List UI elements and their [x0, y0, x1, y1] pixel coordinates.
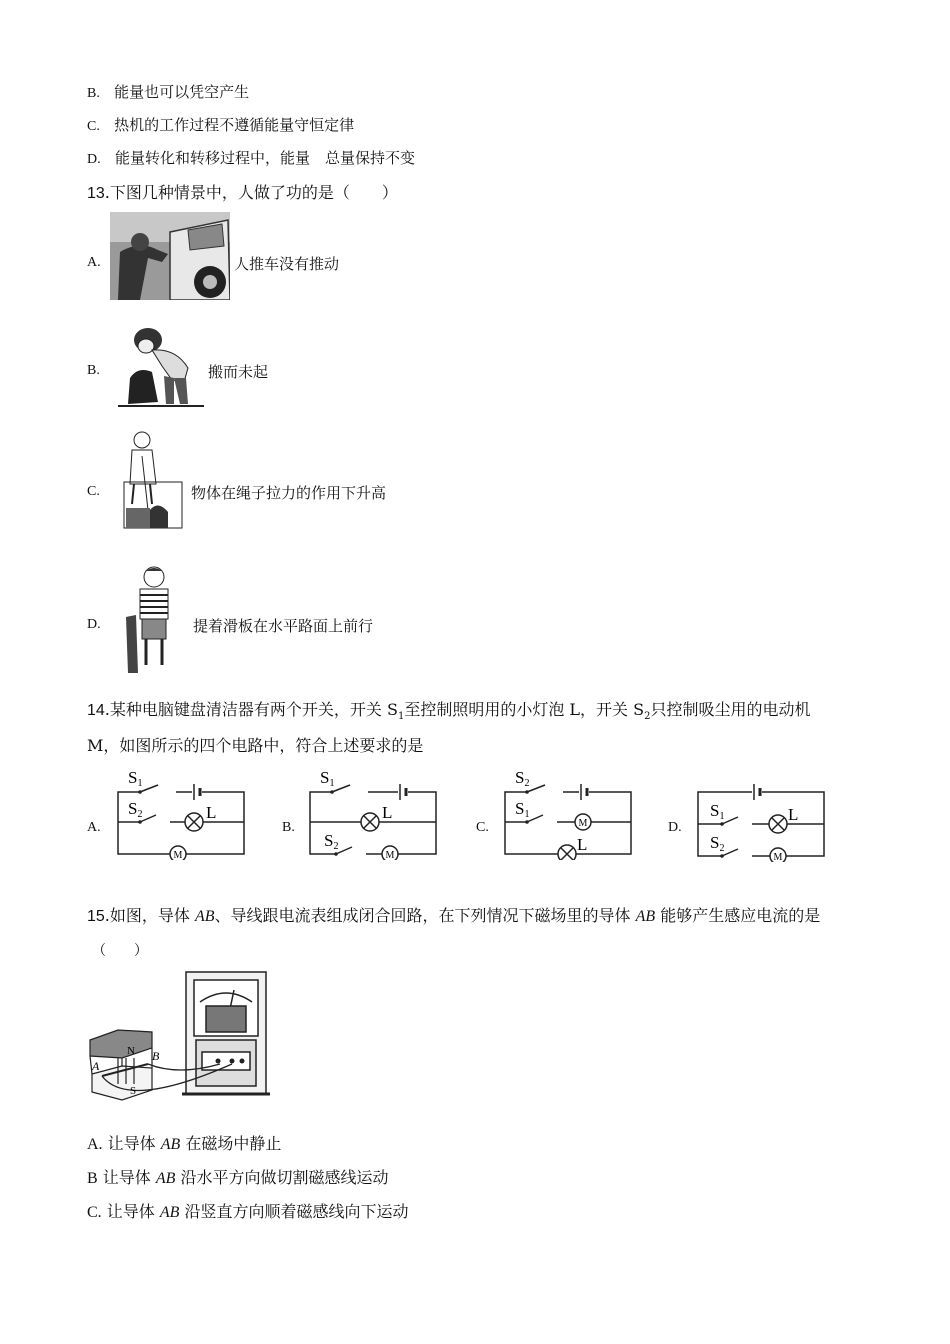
- point-b-label: B: [152, 1049, 160, 1063]
- q13-option-c-label: C.: [87, 484, 100, 499]
- q12-option-c: C. 热机的工作过程不遵循能量守恒定律: [87, 116, 355, 134]
- q12-option-c-text: 热机的工作过程不遵循能量守恒定律: [114, 116, 355, 134]
- circuit-b-label: B.: [282, 820, 295, 835]
- q13-option-c-text: 物体在绳子拉力的作用下升高: [191, 484, 387, 502]
- circuit-c-diagram: [497, 768, 637, 860]
- induction-apparatus-image: [88, 968, 274, 1108]
- q13-option-d-label: D.: [87, 617, 101, 632]
- switch-s2-label: S2: [710, 833, 725, 854]
- q13-option-a-text: 人推车没有推动: [234, 255, 340, 273]
- lamp-label: L: [577, 835, 588, 854]
- q12-option-d-text: 能量转化和转移过程中，能量 总量保持不变: [114, 149, 415, 167]
- q15-option-a: A. 让导体 AB 在磁场中静止: [87, 1134, 282, 1153]
- circuit-a-label: A.: [87, 820, 101, 835]
- q14-stem-line1: 14.某种电脑键盘清洁器有两个开关，开关 $S_1$至控制照明用的小灯泡 L，开关 $S_2$只控制吸尘用的电动机: [87, 700, 811, 723]
- motor-symbol: M: [385, 850, 395, 860]
- circuit-d-diagram: [690, 776, 830, 862]
- lamp-label: L: [788, 805, 799, 824]
- q13-option-b-label: B.: [87, 363, 100, 378]
- motor-symbol: M: [173, 850, 183, 860]
- circuit-d-label: D.: [668, 820, 682, 835]
- north-pole-label: N: [127, 1045, 135, 1057]
- switch-s2-label: S2: [128, 799, 143, 820]
- q12-option-b-text: 能量也可以凭空产生: [114, 83, 250, 101]
- motor-symbol: M: [578, 818, 588, 829]
- q15-stem-line2: （ ）: [92, 943, 148, 959]
- circuit-c-label: C.: [476, 820, 489, 835]
- switch-s1-label: S1: [128, 768, 143, 789]
- q14-stem-line2: M，如图所示的四个电路中，符合上述要求的是: [87, 736, 424, 755]
- south-pole-label: S: [130, 1085, 137, 1097]
- push-car-image: [110, 212, 230, 300]
- skateboard-boy-image: [124, 565, 180, 675]
- q13-option-b-text: 搬而未起: [208, 363, 269, 381]
- switch-s1-label: S1: [320, 768, 335, 789]
- q12-option-d: D. 能量转化和转移过程中，能量 总量保持不变: [87, 149, 415, 167]
- q13-option-d-text: 提着滑板在水平路面上前行: [193, 617, 374, 635]
- q15-stem-line1: 15.如图，导体 AB、导线跟电流表组成闭合回路，在下列情况下磁场里的导体 AB 能够产生感应电流的是: [87, 906, 821, 925]
- switch-s2-label: S2: [515, 768, 530, 789]
- q15-option-b: B 让导体 AB 沿水平方向做切割磁感线运动: [87, 1168, 389, 1187]
- motor-symbol: M: [773, 852, 783, 862]
- lift-bag-image: [118, 322, 204, 408]
- lamp-label: L: [206, 803, 217, 822]
- switch-s1-label: S1: [515, 799, 530, 820]
- lamp-label: L: [382, 803, 393, 822]
- q13-stem: 13.下图几种情景中，人做了功的是（ ）: [87, 183, 398, 202]
- rope-lift-image: [118, 428, 184, 530]
- point-a-label: A: [92, 1059, 100, 1073]
- circuit-a-diagram: [110, 768, 250, 860]
- q12-option-b: B. 能量也可以凭空产生: [87, 83, 250, 101]
- q13-option-a-label: A.: [87, 255, 101, 270]
- switch-s1-label: S1: [710, 801, 725, 822]
- q15-option-c: C. 让导体 AB 沿竖直方向顺着磁感线向下运动: [87, 1202, 409, 1221]
- switch-s2-label: S2: [324, 831, 339, 852]
- circuit-b-diagram: [302, 768, 442, 860]
